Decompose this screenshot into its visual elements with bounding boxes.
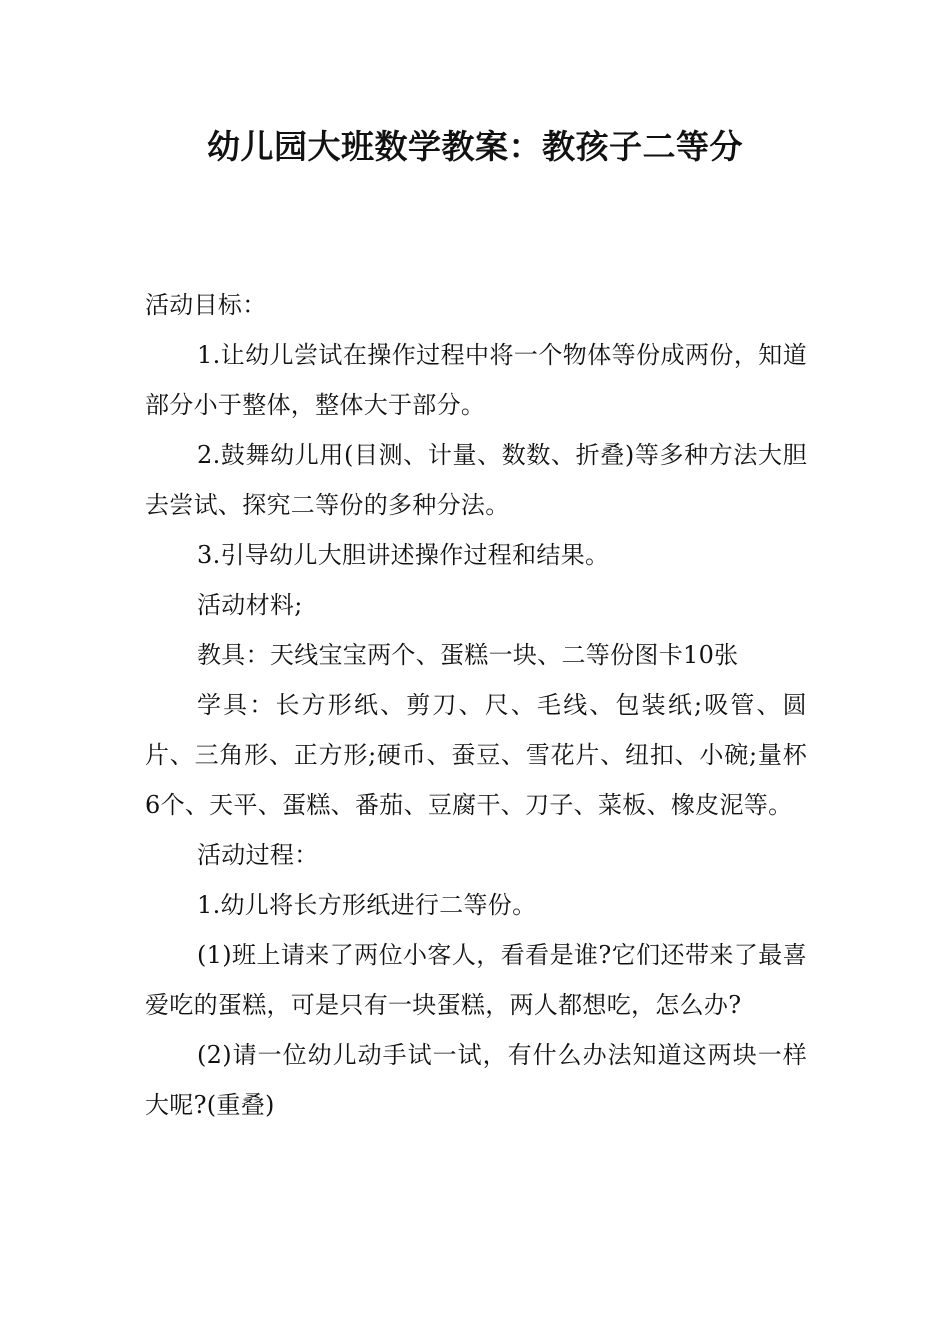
- materials-teaching-aids: 教具：天线宝宝两个、蛋糕一块、二等份图卡10张: [197, 641, 739, 669]
- section-heading-materials: 活动材料;: [197, 591, 303, 619]
- goal-item-3: 3.引导幼儿大胆讲述操作过程和结果。: [197, 541, 610, 569]
- section-heading-goals: 活动目标：: [145, 291, 267, 319]
- process-step-1: 1.幼儿将长方形纸进行二等份。: [197, 891, 537, 919]
- document-body: [145, 280, 807, 1130]
- goal-item-2: 2.鼓舞幼儿用(目测、计量、数数、折叠)等多种方法大胆去尝试、探究二等份的多种分法。: [145, 441, 807, 519]
- process-substep-1: (1)班上请来了两位小客人，看看是谁?它们还带来了最喜爱吃的蛋糕，可是只有一块蛋糕，两人都想吃，怎么办?: [145, 941, 807, 1019]
- section-heading-process: 活动过程：: [197, 841, 319, 869]
- process-substep-2: (2)请一位幼儿动手试一试，有什么办法知道这两块一样大呢?(重叠): [145, 1041, 807, 1119]
- goal-item-1: 1.让幼儿尝试在操作过程中将一个物体等份成两份，知道部分小于整体，整体大于部分。: [145, 341, 807, 419]
- document-title: 幼儿园大班数学教案：教孩子二等分: [207, 127, 743, 166]
- materials-learning-aids: 学具：长方形纸、剪刀、尺、毛线、包装纸;吸管、圆片、三角形、正方形;硬币、蚕豆、雪花片、纽扣、小碗;量杯6个、天平、蛋糕、番茄、豆腐干、刀子、菜板、橡皮泥等。: [145, 691, 807, 819]
